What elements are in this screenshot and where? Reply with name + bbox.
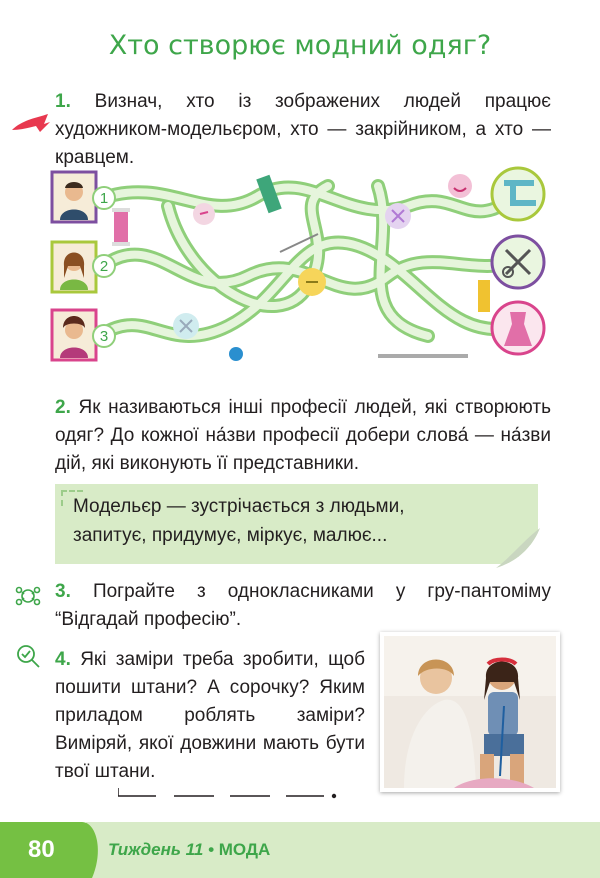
answer-blanks[interactable]	[118, 782, 348, 802]
group-activity-icon	[14, 582, 42, 610]
note-line-2: запитує, придумує, міркує, малює...	[73, 525, 388, 546]
page-footer	[0, 822, 600, 878]
footer-week	[108, 840, 270, 860]
example-note	[55, 484, 538, 564]
task-4	[55, 646, 365, 786]
page-curl-icon	[496, 528, 540, 568]
dress-mannequin-icon	[492, 302, 544, 354]
task-1-text: Визнач, хто із зображених людей працює художником-модельєром, хто — закрійником, а хто — кравцем.	[55, 91, 551, 168]
scissors-icon	[492, 236, 544, 288]
task-1	[55, 88, 551, 172]
arrow-pointer-icon	[10, 110, 52, 136]
task-2	[55, 394, 551, 478]
maze-label-1: 1	[99, 190, 109, 207]
week-label: Тиждень 11 •	[108, 840, 215, 859]
page-number-tab	[0, 822, 110, 878]
task-4-number: 4.	[55, 649, 71, 670]
girl-portrait-icon	[52, 242, 96, 292]
task-3-number: 3.	[55, 581, 71, 602]
task-4-text: Які заміри треба зробити, щоб пошити штани? А сорочку? Яким приладом роблять заміри? Виміряй, якої довжини мають бути твої штани.	[55, 649, 365, 782]
task-3-text: Пограйте з однокласниками у гру-пантоміму “Відгадай професію”.	[55, 581, 551, 630]
woman-portrait-icon	[52, 310, 96, 360]
task-2-number: 2.	[55, 397, 71, 418]
maze-label-2: 2	[99, 258, 109, 275]
man-portrait-icon	[52, 172, 96, 222]
note-corner-decoration	[61, 490, 83, 506]
sewing-machine-icon	[492, 168, 544, 220]
thread-maze-illustration	[48, 166, 558, 366]
page-number: 80	[28, 836, 55, 863]
magnifier-check-icon	[14, 642, 42, 670]
measuring-child-photo	[384, 636, 556, 788]
task-3	[55, 578, 551, 634]
page-title: Хто створює модний одяг?	[108, 30, 492, 61]
task-1-number: 1.	[55, 91, 71, 112]
task-2-text: Як називаються інші професії людей, які створюють одяг? До кожної на́зви професії добери слова́ — на́зви дій, які виконують її представники.	[55, 397, 551, 474]
week-topic: МОДА	[218, 840, 271, 859]
maze-label-3: 3	[99, 328, 109, 345]
note-line-1: Модельєр — зустрічається з людьми,	[73, 496, 405, 517]
